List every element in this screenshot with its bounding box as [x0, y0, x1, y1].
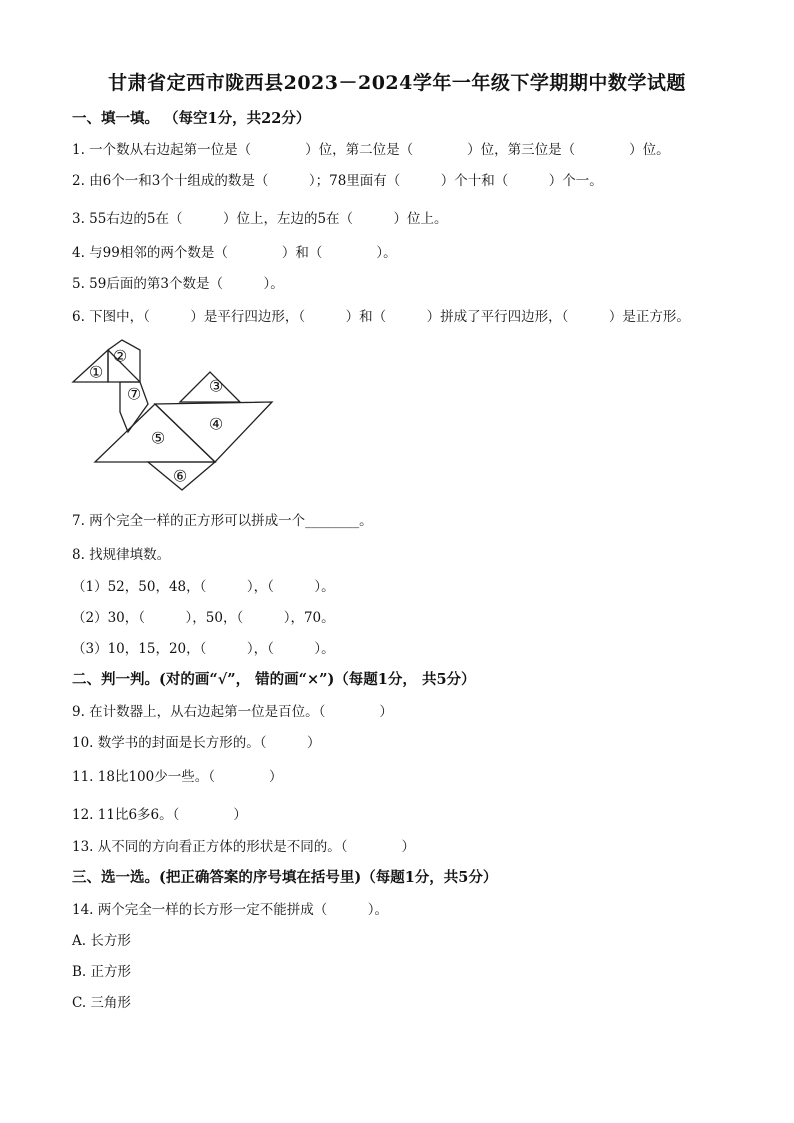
tangram-label-7: ⑦ — [126, 384, 142, 404]
page-title: 甘肃省定西市陇西县2023－2024学年一年级下学期期中数学试题 — [108, 72, 686, 94]
section-heading-2: 二、判一判。(对的画“√”， 错的画“×”)（每题1分， 共5分） — [72, 671, 476, 688]
question-8-3: （3）10，15，20，（ ），（ ）。 — [72, 641, 335, 657]
question-4: 4. 与99相邻的两个数是（ ）和（ ）。 — [72, 245, 397, 261]
question-5: 5. 59后面的第3个数是（ ）。 — [72, 276, 284, 292]
tangram-label-3: ③ — [208, 376, 224, 396]
question-12: 12. 11比6多6。（ ） — [72, 807, 247, 823]
option-b: B. 正方形 — [72, 964, 132, 980]
tangram-label-6: ⑥ — [172, 466, 188, 486]
option-c: C. 三角形 — [72, 995, 131, 1011]
tangram-label-2: ② — [112, 346, 128, 366]
question-9: 9. 在计数器上，从右边起第一位是百位。（ ） — [72, 704, 393, 720]
question-11: 11. 18比100少一些。（ ） — [72, 769, 283, 785]
question-1: 1. 一个数从右边起第一位是（ ）位，第二位是（ ）位，第三位是（ ）位。 — [72, 142, 670, 158]
question-8-1: （1）52，50，48，（ ），（ ）。 — [72, 579, 335, 595]
tangram-figure — [70, 332, 280, 494]
tangram-label-5: ⑤ — [150, 428, 166, 448]
question-8-2: （2）30，（ ），50，（ ），70。 — [72, 610, 335, 626]
question-7: 7. 两个完全一样的正方形可以拼成一个________。 — [72, 513, 373, 529]
question-8: 8. 找规律填数。 — [72, 547, 171, 563]
option-a: A. 长方形 — [72, 933, 131, 949]
tangram-label-4: ④ — [208, 414, 224, 434]
question-2: 2. 由6个一和3个十组成的数是（ ）；78里面有（ ）个十和（ ）个一。 — [72, 173, 603, 189]
question-10: 10. 数学书的封面是长方形的。（ ） — [72, 735, 321, 751]
section-heading-3: 三、选一选。(把正确答案的序号填在括号里)（每题1分，共5分） — [72, 869, 498, 886]
question-14: 14. 两个完全一样的长方形一定不能拼成（ ）。 — [72, 902, 389, 918]
question-6: 6. 下图中，（ ）是平行四边形，（ ）和（ ）拼成了平行四边形，（ ）是正方形。 — [72, 309, 690, 325]
tangram-label-1: ① — [88, 362, 104, 382]
question-3: 3. 55右边的5在（ ）位上，左边的5在（ ）位上。 — [72, 211, 448, 227]
section-heading-1: 一、填一填。 （每空1分，共22分） — [72, 110, 311, 127]
question-13: 13. 从不同的方向看正方体的形状是不同的。（ ） — [72, 839, 416, 855]
